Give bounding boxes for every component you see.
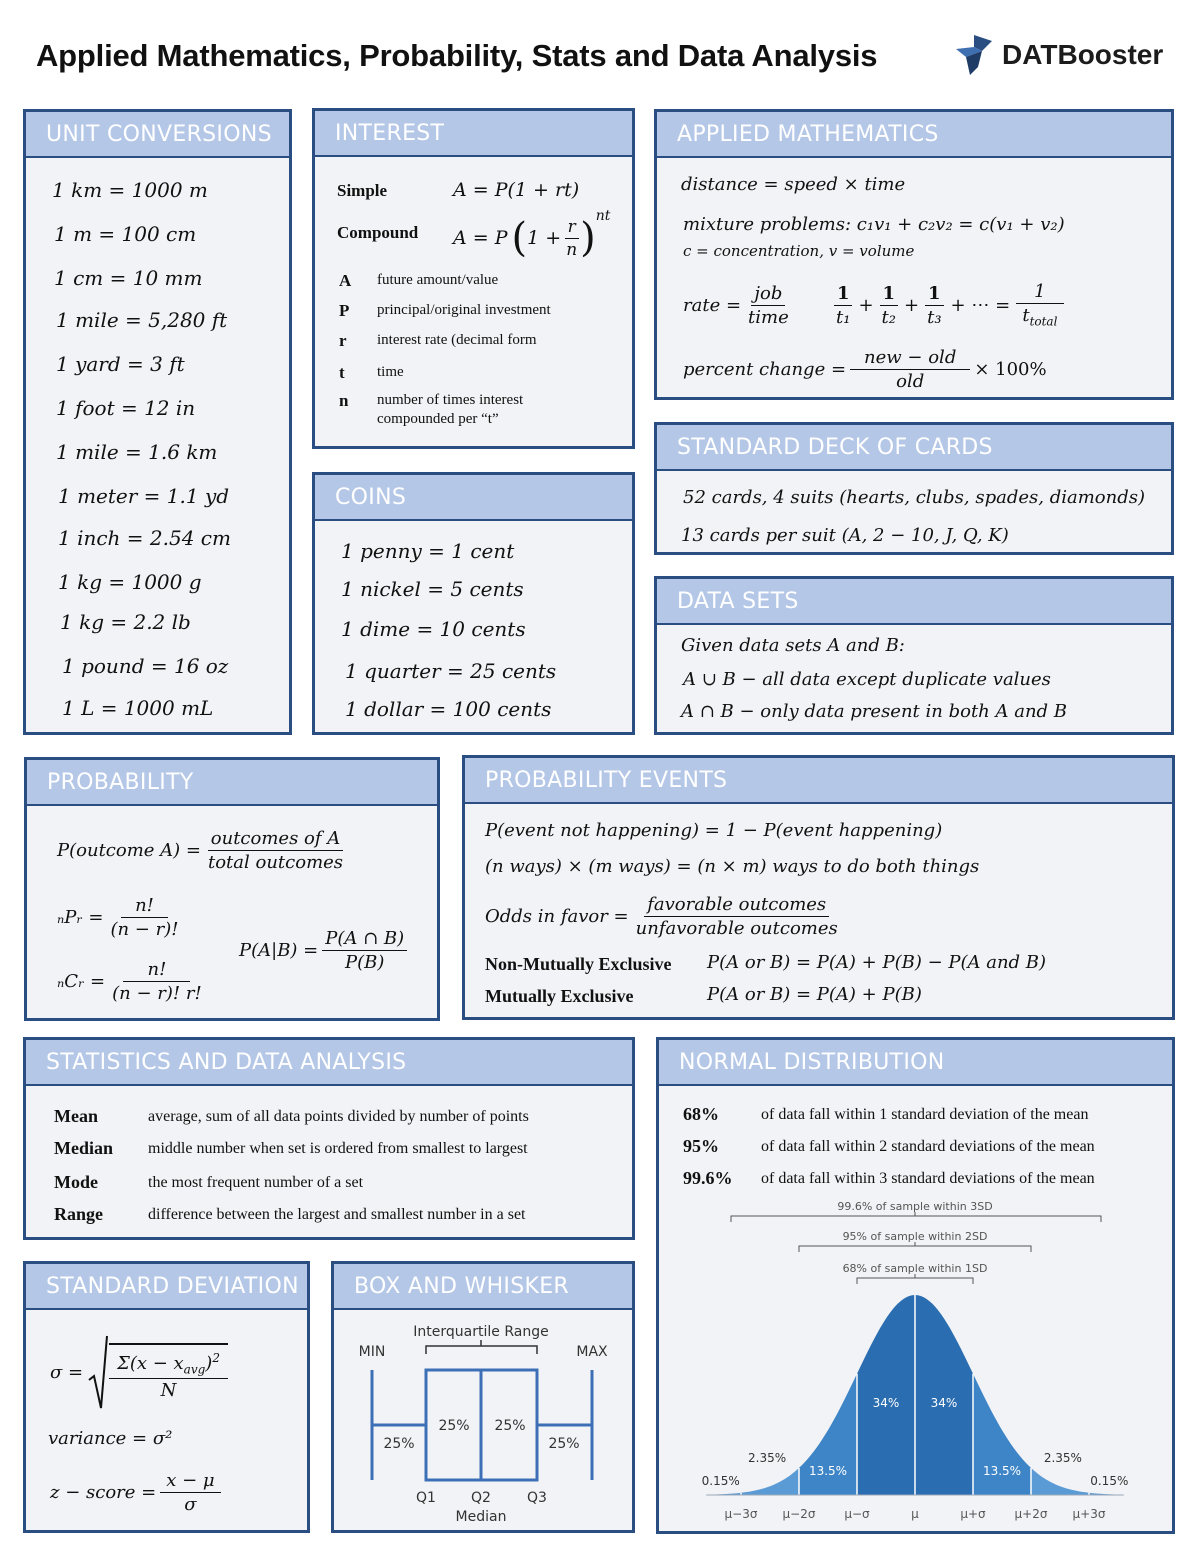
compound-lhs: A = P [453,227,508,249]
axis-label: μ+2σ [1014,1507,1048,1521]
z-lhs: z − score = [50,1481,157,1503]
odds-den: unfavorable outcomes [635,917,838,939]
compound-n: n [566,239,578,260]
odds-formula [485,888,841,944]
unit-conversion-item: 1 foot = 12 in [56,396,196,420]
std-dev-header: STANDARD DEVIATION [26,1264,307,1310]
rate-lhs: rate = [683,294,742,316]
quarter-4-label: 25% [548,1436,580,1452]
compound-exponent: nt [595,208,611,224]
normal-distribution-header: NORMAL DISTRIBUTION [659,1040,1172,1086]
coin-item: 1 dime = 10 cents [341,617,526,641]
work-term-den: t₂ [881,306,896,328]
rate-formula [683,276,792,334]
brand-name: DATBooster [1002,39,1164,70]
stats-term: Range [54,1204,103,1224]
distance-formula: distance = speed × time [681,174,906,195]
compound-one: 1 + [527,227,562,249]
interest-var-symbol: A [339,271,352,290]
compound-formula [453,205,610,271]
simple-label: Simple [337,181,388,200]
normal-description: of data fall within 3 standard deviations of the mean [761,1170,1095,1187]
perm-lhs: ₙPᵣ = [57,906,104,928]
event-complement: P(event not happening) = 1 − P(event happening) [485,820,943,841]
data-sets-line-1: Given data sets A and B: [681,635,905,656]
sd-brace [857,1274,973,1284]
unit-conversion-item: 1 mile = 1.6 km [56,440,218,464]
interest-var-symbol: P [339,301,350,320]
interest-var-description: time [377,364,404,380]
simple-formula: A = P(1 + rt) [453,179,580,201]
unit-conversion-item: 1 L = 1000 mL [62,696,214,720]
interest-var-description: principal/original investment [377,302,551,318]
quarter-1-label: 25% [383,1436,415,1452]
axis-label: μ+3σ [1072,1507,1106,1521]
compound-open-paren: ( [511,215,528,261]
p-lhs: P(outcome A) = [57,839,201,861]
region-label: 0.15% [701,1474,740,1488]
unit-conversion-item: 1 km = 1000 m [52,178,208,202]
region-label: 34% [872,1396,900,1410]
region-label: 2.35% [1043,1451,1082,1465]
cond-fraction [322,928,407,973]
variance-formula: variance = σ² [48,1428,173,1449]
bell-region [915,1295,973,1495]
work-term-den: t₃ [927,306,942,328]
applied-math-header: APPLIED MATHEMATICS [657,112,1171,158]
sigma-fraction [109,1343,228,1402]
q3-label: Q3 [527,1490,547,1506]
non-mutually-exclusive-label: Non-Mutually Exclusive [485,954,672,974]
non-mutually-exclusive-formula: P(A or B) = P(A) + P(B) − P(A and B) [707,952,1047,973]
work-total-num: 1 [1016,281,1063,304]
comb-num: n! [123,959,190,982]
coins-panel [312,472,635,735]
interest-var-description: future amount/value [377,272,499,288]
comb-fraction [109,959,205,1004]
normal-description: of data fall within 1 standard deviation of the mean [761,1106,1089,1123]
quarter-3-label: 25% [494,1418,526,1434]
data-sets-intersection: A ∩ B − only data present in both A and B [681,701,1068,722]
unit-conversion-item: 1 kg = 1000 g [58,570,202,594]
work-total-fraction [1016,281,1063,329]
median-label: Median [455,1509,507,1525]
work-term-num: 1 [925,283,944,306]
coin-item: 1 penny = 1 cent [341,539,515,563]
work-formula [833,274,1064,336]
pct-fraction [850,347,970,392]
work-term-den: t₁ [836,306,851,328]
bell-region [741,1468,799,1495]
cond-num: P(A ∩ B) [322,928,407,951]
stats-definition: the most frequent number of a set [148,1174,364,1191]
bell-region [857,1295,915,1495]
std-dev-panel [23,1261,310,1533]
unit-conversion-item: 1 inch = 2.54 cm [58,526,231,550]
rate-num: job [751,283,785,306]
region-label: 13.5% [808,1464,848,1478]
probability-formula [57,820,346,880]
data-sets-header: DATA SETS [657,579,1171,625]
sigma-formula [50,1330,228,1414]
permutation-formula [57,888,181,946]
compound-r: r [565,217,579,239]
stats-term: Mode [54,1172,98,1192]
unit-conversion-item: 1 pound = 16 oz [62,654,229,678]
bell-curve-figure [695,1200,1135,1530]
work-term-num: 1 [834,283,853,306]
normal-description: of data fall within 2 standard deviations of the mean [761,1138,1095,1155]
quarter-2-label: 25% [438,1418,470,1434]
coin-item: 1 quarter = 25 cents [345,659,557,683]
brace-label: 99.6% of sample within 3SD [837,1200,993,1213]
region-label: 34% [930,1396,958,1410]
statistics-header: STATISTICS AND DATA ANALYSIS [26,1040,632,1086]
mixture-note: c = concentration, v = volume [683,242,915,260]
probability-panel [24,757,440,1021]
applied-math-panel [654,109,1174,400]
unit-conversion-item: 1 kg = 2.2 lb [60,610,191,634]
region-label: 13.5% [982,1464,1022,1478]
var-n-desc-line2: compounded per “t” [377,411,499,427]
datbooster-logo-icon [952,33,996,77]
z-den: σ [184,1493,197,1515]
sd-brace [731,1212,1101,1222]
cond-den: P(B) [345,951,385,973]
compound-fraction [563,217,580,260]
compound-label: Compound [337,223,419,242]
axis-label: μ−σ [844,1507,870,1521]
pct-num: new − old [850,347,970,370]
p-fraction [205,828,346,873]
perm-num: n! [121,895,168,918]
work-tail: + ⋯ = [950,294,1011,316]
rate-den: time [748,306,789,328]
cond-lhs: P(A|B) = [239,939,319,961]
perm-den: (n − r)! [110,918,179,940]
stats-definition: average, sum of all data points divided by number of points [148,1108,529,1125]
work-term-fraction [879,283,899,328]
rate-fraction [745,283,792,328]
box-plot-figure [334,1310,632,1532]
work-plus: + [858,294,874,316]
data-sets-panel [654,576,1174,735]
unit-conversion-item: 1 cm = 10 mm [54,266,203,290]
unit-conversion-item: 1 m = 100 cm [54,222,197,246]
unit-conversions-panel [23,109,292,735]
mutually-exclusive-label: Mutually Exclusive [485,986,634,1006]
interest-header: INTEREST [315,111,632,157]
pct-tail: × 100% [974,358,1047,380]
interest-var-description: number of times interest [377,392,524,408]
odds-lhs: Odds in favor = [485,905,629,927]
mutually-exclusive-formula: P(A or B) = P(A) + P(B) [707,984,922,1005]
interest-var-symbol: t [339,363,345,382]
probability-header: PROBABILITY [27,760,437,806]
page-title: Applied Mathematics, Probability, Stats and Data Analysis [36,38,878,73]
z-fraction [160,1470,220,1515]
axis-label: μ+σ [960,1507,986,1521]
sigma-num: $\Sigma(x - x_{avg})^2$ [109,1351,228,1380]
combination-formula [57,952,205,1010]
interest-panel [312,108,635,449]
sigma-lhs: σ = [50,1361,84,1383]
radical-sign-icon [87,1332,109,1412]
q2-label: Q2 [471,1490,491,1506]
comb-den: (n − r)! r! [112,982,202,1004]
probability-events-header: PROBABILITY EVENTS [465,758,1172,804]
z-score-formula [50,1462,221,1522]
region-label: 0.15% [1090,1474,1129,1488]
odds-fraction [633,894,841,939]
mixture-formula: mixture problems: c₁v₁ + c₂v₂ = c(v₁ + v₂) [683,214,1065,235]
brand-logo [952,32,1163,78]
deck-line-1: 52 cards, 4 suits (hearts, clubs, spades, diamonds) [683,487,1145,508]
deck-line-2: 13 cards per suit (A, 2 − 10, J, Q, K) [681,525,1009,546]
unit-conversions-header: UNIT CONVERSIONS [26,112,289,158]
sigma-den: N [160,1380,177,1402]
box-whisker-panel [331,1261,635,1533]
work-term-fraction [833,283,853,328]
bell-region [1031,1468,1089,1495]
interest-var-symbol: n [339,391,349,410]
deck-header: STANDARD DECK OF CARDS [657,425,1171,471]
pct-den: old [896,370,925,392]
percent-change-formula [683,340,1047,398]
stats-term: Median [54,1138,114,1158]
normal-distribution-panel [656,1037,1175,1534]
axis-label: μ−2σ [782,1507,816,1521]
region-label: 2.35% [748,1451,787,1465]
compound-close-paren: ) [580,215,596,261]
odds-num: favorable outcomes [644,894,829,917]
coin-item: 1 nickel = 5 cents [341,577,524,601]
coins-header: COINS [315,475,632,521]
probability-events-panel [462,755,1175,1020]
deck-panel [654,422,1174,555]
brace-label: 68% of sample within 1SD [842,1262,988,1275]
brace-label: 95% of sample within 2SD [842,1230,988,1243]
unit-conversion-item: 1 mile = 5,280 ft [56,308,228,332]
statistics-panel [23,1037,635,1240]
max-label: MAX [576,1344,608,1360]
z-num: x − μ [160,1470,220,1493]
stats-definition: middle number when set is ordered from smallest to largest [148,1140,528,1157]
q1-label: Q1 [416,1490,436,1506]
conditional-formula [239,920,407,980]
work-plus: + [904,294,920,316]
sd-brace [799,1242,1031,1252]
normal-pct: 99.6% [683,1168,733,1188]
perm-fraction [107,895,181,940]
coin-item: 1 dollar = 100 cents [345,697,552,721]
axis-label: μ [911,1507,919,1521]
p-den: total outcomes [207,851,344,873]
box-whisker-header: BOX AND WHISKER [334,1264,632,1310]
stats-definition: difference between the largest and smallest number in a set [148,1206,526,1223]
data-sets-union: A ∪ B − all data except duplicate values [683,669,1051,690]
pct-lhs: percent change = [683,358,847,380]
axis-label: μ−3σ [724,1507,758,1521]
iqr-bracket [426,1340,537,1354]
unit-conversion-item: 1 yard = 3 ft [56,352,185,376]
interest-var-description: interest rate (decimal form [377,332,537,348]
normal-pct: 68% [683,1104,719,1124]
work-term-fraction [924,283,944,328]
event-multiplication: (n ways) × (m ways) = (n × m) ways to do both things [485,856,980,877]
iqr-label: Interquartile Range [413,1324,549,1340]
unit-conversion-item: 1 meter = 1.1 yd [58,484,230,508]
work-term-num: 1 [880,283,899,306]
interest-var-symbol: r [339,331,347,350]
normal-pct: 95% [683,1136,719,1156]
p-num: outcomes of A [208,828,343,851]
min-label: MIN [358,1344,386,1360]
comb-lhs: ₙCᵣ = [57,970,106,992]
work-total-den: $t_{total}$ [1022,305,1058,329]
stats-term: Mean [54,1106,98,1126]
